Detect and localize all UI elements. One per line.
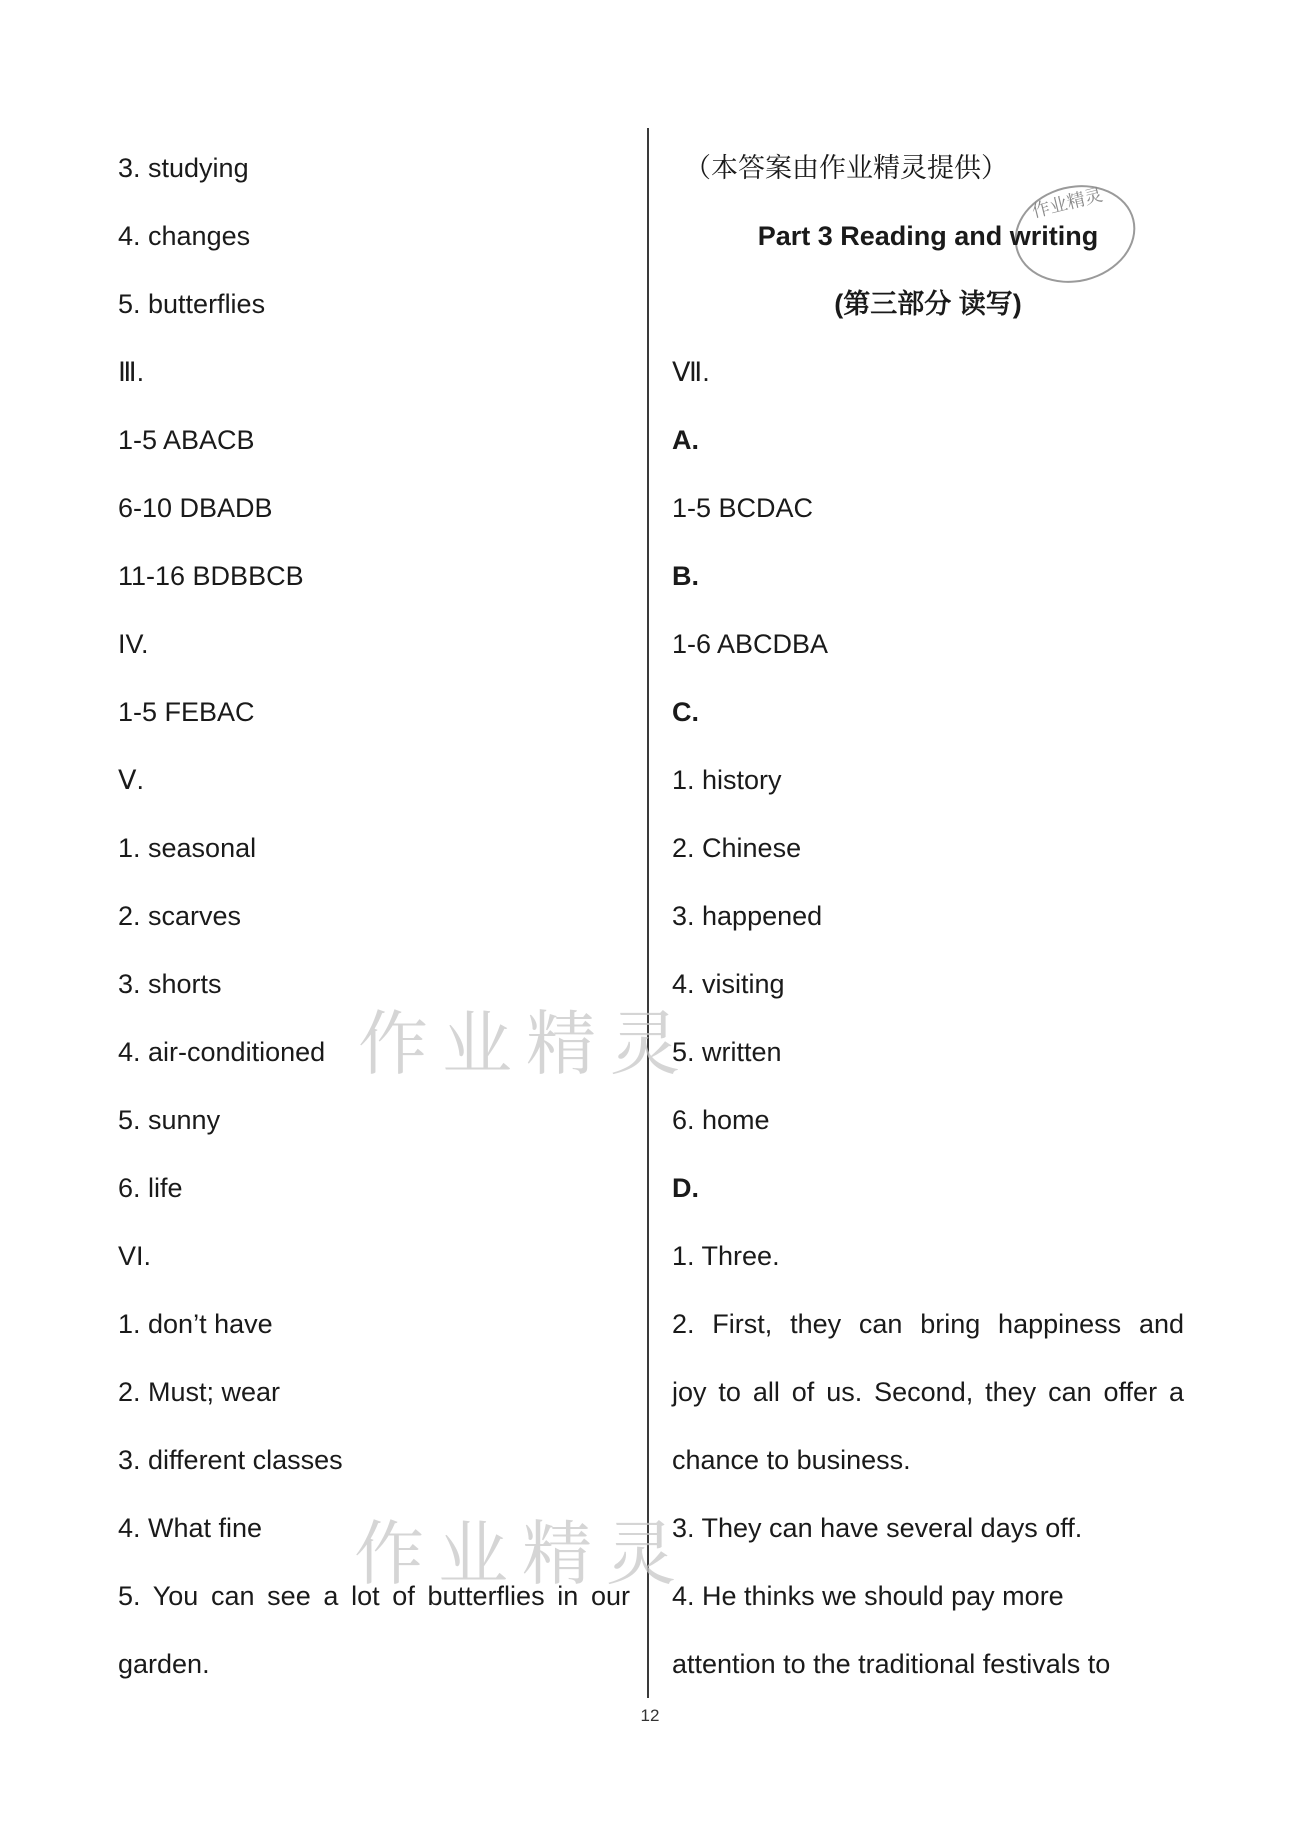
answer-line: 4. visiting bbox=[672, 969, 785, 999]
answer-line: 3. shorts bbox=[118, 969, 222, 999]
subsection-label: B. bbox=[672, 561, 699, 591]
answer-line: 3. different classes bbox=[118, 1445, 343, 1475]
subsection-label: D. bbox=[672, 1173, 699, 1203]
page-number: 12 bbox=[640, 1706, 660, 1725]
answer-line: 3. happened bbox=[672, 901, 823, 931]
answer-line: 2. scarves bbox=[118, 901, 242, 931]
subsection-label: A. bbox=[672, 425, 699, 455]
answer-line: 1. seasonal bbox=[118, 833, 257, 863]
section-label: Ⅴ. bbox=[118, 765, 144, 795]
part-subtitle: (第三部分 读写) bbox=[834, 289, 1022, 319]
answer-line: 5. sunny bbox=[118, 1105, 221, 1135]
answer-line: 3. They can have several days off. bbox=[672, 1513, 1083, 1543]
answer-line: 2. Chinese bbox=[672, 833, 802, 863]
answer-line: 4. What fine bbox=[118, 1513, 263, 1543]
right-column bbox=[672, 140, 1184, 1704]
answer-line: chance to business. bbox=[672, 1445, 911, 1475]
section-label: Ⅶ. bbox=[672, 357, 710, 387]
answer-line: 1-5 FEBAC bbox=[118, 697, 255, 727]
watermark: 作业精灵 bbox=[358, 1003, 694, 1085]
answer-line: 1-5 ABACB bbox=[118, 425, 255, 455]
source-note: （本答案由作业精灵提供） bbox=[684, 153, 1008, 183]
answer-line: 5. butterflies bbox=[118, 289, 266, 319]
subsection-label: C. bbox=[672, 697, 699, 727]
answer-line: garden. bbox=[118, 1649, 210, 1679]
answer-line: 11-16 BDBBCB bbox=[118, 561, 304, 591]
answer-line: 6. home bbox=[672, 1105, 770, 1135]
answer-line: 6. life bbox=[118, 1173, 183, 1203]
watermark: 作业精灵 bbox=[354, 1513, 690, 1595]
answer-line: 5. written bbox=[672, 1037, 782, 1067]
answer-line: 1. history bbox=[672, 765, 782, 795]
answer-line: 1. don’t have bbox=[118, 1309, 273, 1339]
answer-line: 3. studying bbox=[118, 153, 249, 183]
section-label: VI. bbox=[118, 1241, 152, 1271]
answer-line: 1-6 ABCDBA bbox=[672, 629, 829, 659]
stamp: 作业精灵 bbox=[1004, 173, 1146, 296]
answer-line: 4. He thinks we should pay more bbox=[672, 1581, 1064, 1611]
answer-line: 5. You can see a lot of butterflies in our bbox=[118, 1581, 630, 1611]
section-label: Ⅲ. bbox=[118, 357, 145, 387]
answer-line: joy to all of us. Second, they can offer a bbox=[672, 1377, 1184, 1407]
answer-line: 2. Must; wear bbox=[118, 1377, 281, 1407]
answer-line: 1. Three. bbox=[672, 1241, 780, 1271]
answer-line: 4. changes bbox=[118, 221, 251, 251]
answer-line: 1-5 BCDAC bbox=[672, 493, 814, 523]
answer-line: attention to the traditional festivals to bbox=[672, 1649, 1111, 1679]
part-title: Part 3 Reading and writing bbox=[757, 221, 1099, 251]
answer-line: 4. air-conditioned bbox=[118, 1037, 326, 1067]
answer-line: 2. First, they can bring happiness and bbox=[672, 1309, 1184, 1339]
left-column bbox=[118, 140, 630, 1704]
answer-line: 6-10 DBADB bbox=[118, 493, 273, 523]
section-label: IV. bbox=[118, 629, 149, 659]
column-divider bbox=[647, 128, 649, 1698]
